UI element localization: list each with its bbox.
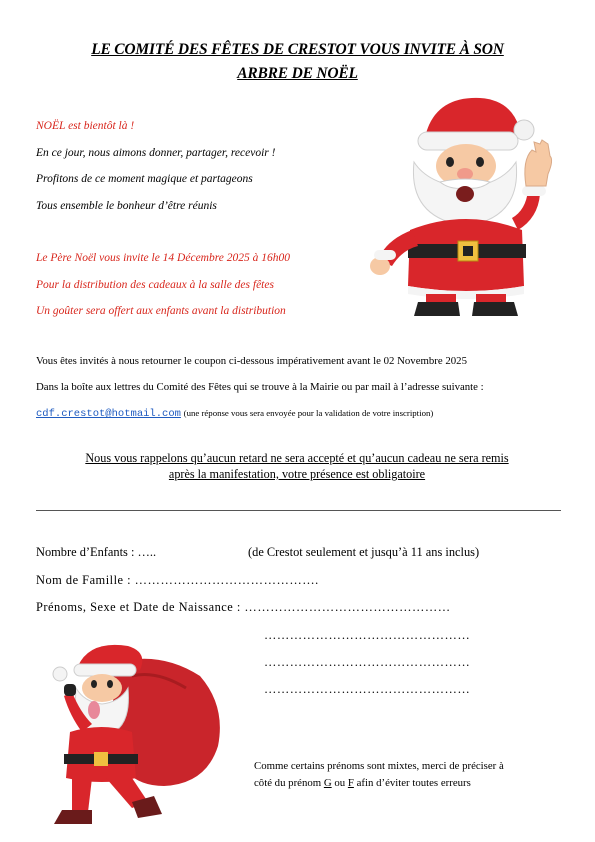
first-names-field[interactable]: Prénoms, Sexe et Date de Naissance : ………………………………………… bbox=[36, 600, 451, 614]
intro-line-2: En ce jour, nous aimons donner, partager, recevoir ! bbox=[36, 146, 276, 159]
note-line-1: Comme certains prénoms sont mixtes, merci de préciser à bbox=[254, 760, 504, 772]
info-line-3 bbox=[36, 406, 566, 432]
children-age-hint: (de Crestot seulement et jusqu’à 11 ans inclus) bbox=[248, 545, 480, 559]
intro-line-5: Le Père Noël vous invite le 14 Décembre 2025 à 16h00 bbox=[36, 252, 290, 264]
mixed-names-note bbox=[254, 758, 564, 792]
note-or: ou bbox=[331, 777, 348, 789]
intro-line-7: Un goûter sera offert aux enfants avant la distribution bbox=[36, 305, 286, 317]
notice-block bbox=[36, 450, 558, 482]
note-g: G bbox=[323, 777, 332, 789]
note-f: F bbox=[347, 777, 354, 789]
page-title bbox=[40, 38, 555, 86]
intro-line-3: Profitons de ce moment magique et partageons bbox=[36, 173, 253, 185]
title-line-2: ARBRE DE NOËL bbox=[237, 65, 358, 82]
email-link[interactable]: cdf.crestot@hotmail.com bbox=[36, 408, 181, 420]
divider bbox=[36, 510, 561, 511]
intro-line-6: Pour la distribution des cadeaux à la salle des fêtes bbox=[36, 278, 274, 291]
info-line-2: Dans la boîte aux lettres du Comité des Fêtes qui se trouve à la Mairie ou par mail à l’adresse suivante : bbox=[36, 381, 484, 393]
email-note: (une réponse vous sera envoyée pour la validation de votre inscription) bbox=[183, 408, 434, 418]
note-line-2 bbox=[254, 775, 564, 792]
family-name-field[interactable]: Nom de Famille : ……………………………………. bbox=[36, 573, 319, 587]
santa-waving-illustration bbox=[362, 90, 562, 318]
intro-block bbox=[36, 118, 356, 330]
title-line-1: LE COMITÉ DES FÊTES DE CRESTOT VOUS INVITE À SON bbox=[91, 41, 504, 58]
notice-line-1: Nous vous rappelons qu’aucun retard ne sera accepté et qu’aucun cadeau ne sera remis bbox=[85, 451, 509, 465]
intro-spacer bbox=[36, 224, 356, 250]
first-names-line-2[interactable]: ………………………………………… bbox=[264, 628, 471, 642]
note-text-b: afin d’éviter toutes erreurs bbox=[353, 777, 471, 789]
children-count-field[interactable]: Nombre d’Enfants : ….. bbox=[36, 545, 157, 559]
note-text-a: côté du prénom bbox=[254, 777, 324, 789]
notice-line-2: après la manifestation, votre présence est obligatoire bbox=[168, 467, 426, 481]
intro-line-1: NOËL est bientôt là ! bbox=[36, 120, 135, 132]
first-names-line-4[interactable]: ………………………………………… bbox=[264, 682, 471, 696]
info-block bbox=[36, 354, 566, 432]
intro-line-4: Tous ensemble le bonheur d’être réunis bbox=[36, 199, 217, 212]
info-line-1: Vous êtes invités à nous retourner le coupon ci-dessous impérativement avant le 02 Novembre 2025 bbox=[36, 355, 467, 367]
santa-with-sack-illustration bbox=[36, 636, 222, 831]
first-names-line-3[interactable]: ………………………………………… bbox=[264, 655, 471, 669]
